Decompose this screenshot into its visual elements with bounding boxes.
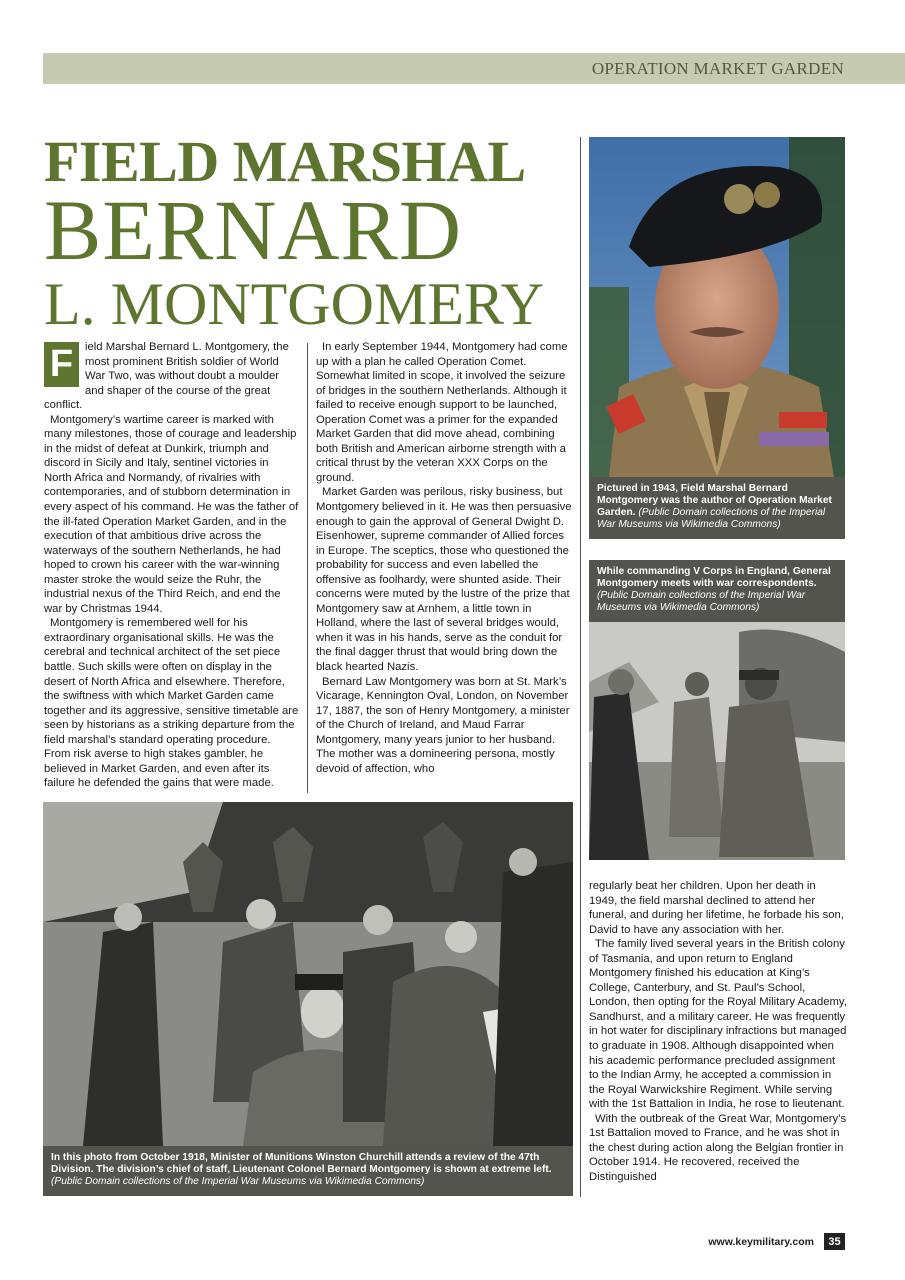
paragraph: In early September 1944, Montgomery had come up with a plan he called Operation Comet. Somewhat limited in scope, it involved the seizure of bridges in the southern Netherlands. Although it failed to receive enough support to be launched, Operation Comet was a primer for the expanded Market Garden that did move ahead, combining both British and American airborne strength with a critical thrust by the veteran XXX Corps on the ground.	[316, 341, 568, 484]
correspondents-image	[589, 622, 845, 860]
paragraph: The family lived several years in the British colony of Tasmania, and upon return to England Montgomery finished his education at King’s College, Canterbury, and St. Paul’s School, London, then opting for the Royal Military Academy, Sandhurst, and a military career. He was frequently in hot water for disciplinary infractions but managed to graduate in 1908. Although disappointed when his academic performance precluded assignment to the Indian Army, he accepted a commission in the Royal Warwickshire Regiment. While serving with the 1st Battalion in India, he rose to lieutenant.	[589, 938, 847, 1111]
caption-text: While commanding V Corps in England, General Montgomery meets with war correspondents.	[597, 566, 831, 589]
review-photo	[43, 802, 573, 1146]
paragraph: regularly beat her children. Upon her death in 1949, the field marshal declined to attend her funeral, and during her lifetime, he forbade his son, David to have any association with her.	[589, 880, 844, 936]
paragraph: Montgomery’s wartime career is marked with many milestones, those of courage and leadership in the midst of defeat at Dunkirk, triumph and discord in Sicily and Italy, sentinel victories in North Africa and Normandy, of rivalries with contemporaries, and of stubborn determination in every aspect of his command. He was the father of the ill-fated Operation Market Garden, and in the execution of that ambitious drive across the waterways of the southern Netherlands, he had hoped to crown his career with the war-winning master stroke the would seize the Ruhr, the industrial nexus of the Third Reich, and end the war by Christmas 1944.	[44, 413, 299, 615]
article-column-2	[316, 340, 572, 776]
portrait-caption	[589, 477, 845, 539]
paragraph: Bernard Law Montgomery was born at St. Mark’s Vicarage, Kennington Oval, London, on November 17, 1887, the son of Henry Montgomery, a minister of the Church of Ireland, and Maud Farrar Montgomery, many years junior to her husband. The mother was a domineering persona, mostly devoid of affection, who	[316, 675, 570, 775]
headline-line-3: L. MONTGOMERY	[44, 271, 545, 337]
headline-line-1: FIELD MARSHAL	[44, 129, 526, 194]
footer-url: www.keymilitary.com	[708, 1236, 814, 1248]
caption-text: Pictured in 1943, Field Marshal Bernard Montgomery was the author of Operation Market Garden.	[597, 483, 832, 518]
portrait-photo	[589, 137, 845, 477]
review-image	[43, 802, 573, 1146]
column-rule-left	[307, 343, 308, 793]
paragraph: Market Garden was perilous, risky business, but Montgomery believed in it. He was then persuasive enough to gain the approval of General Dwight D. Eisenhower, supreme commander of Allied forces in Europe. The sceptics, those who questioned the probability for success and even labelled the offensive as foolhardy, were shunted aside. Their concerns were muted by the lustre of the prize that Montgomery saw at Arnhem, a little town in Holland, where the last of several bridges would, when it was in his hands, serve as the conduit for the final dagger thrust that would bring down the black hearted Nazis.	[316, 486, 572, 674]
caption-credit: (Public Domain collections of the Imperial War Museums via Wikimedia Commons)	[51, 1176, 425, 1187]
paragraph: Montgomery is remembered well for his extraordinary organisational skills. He was the cerebral and technical architect of the set piece battle. Such skills were often on display in the desert of North Africa and elsewhere. Therefore, the swiftness with which Market Garden came together and its aggressive, sensitive timetable are seen by historians as a striking departure from the field marshal’s standard operating procedure. From risk averse to high stakes gambler, he believed in Market Garden, and even after its failure he defended the gains that were made.	[44, 617, 299, 790]
drop-cap: F	[44, 342, 79, 387]
page-number: 35	[824, 1233, 845, 1250]
article-column-1	[44, 340, 299, 791]
section-header-band	[43, 53, 905, 84]
section-title: OPERATION MARKET GARDEN	[591, 59, 844, 78]
caption-credit: (Public Domain collections of the Imperial War Museums via Wikimedia Commons)	[597, 507, 826, 530]
caption-text: In this photo from October 1918, Minister of Munitions Winston Churchill attends a review of the 47th Division. The division’s chief of staff, Lieutenant Colonel Bernard Montgomery is shown at extreme left.	[51, 1152, 552, 1175]
paragraph: With the outbreak of the Great War, Montgomery’s 1st Battalion moved to France, and he was shot in the chest during action along the Belgian frontier in October 1914. He recovered, received the Distinguished	[589, 1112, 847, 1183]
caption-credit: (Public Domain collections of the Imperial War Museums via Wikimedia Commons)	[597, 590, 806, 613]
column-rule-right	[580, 137, 581, 1197]
correspondents-photo	[589, 622, 845, 860]
headline-line-2: BERNARD	[44, 182, 462, 278]
portrait-image	[589, 137, 845, 477]
review-caption	[43, 1146, 573, 1196]
article-column-3	[589, 879, 847, 1184]
correspondents-caption	[589, 560, 845, 622]
paragraph: ield Marshal Bernard L. Montgomery, the most prominent British soldier of World War Two, was without doubt a moulder and shaper of the course of the great conflict.	[44, 341, 289, 412]
